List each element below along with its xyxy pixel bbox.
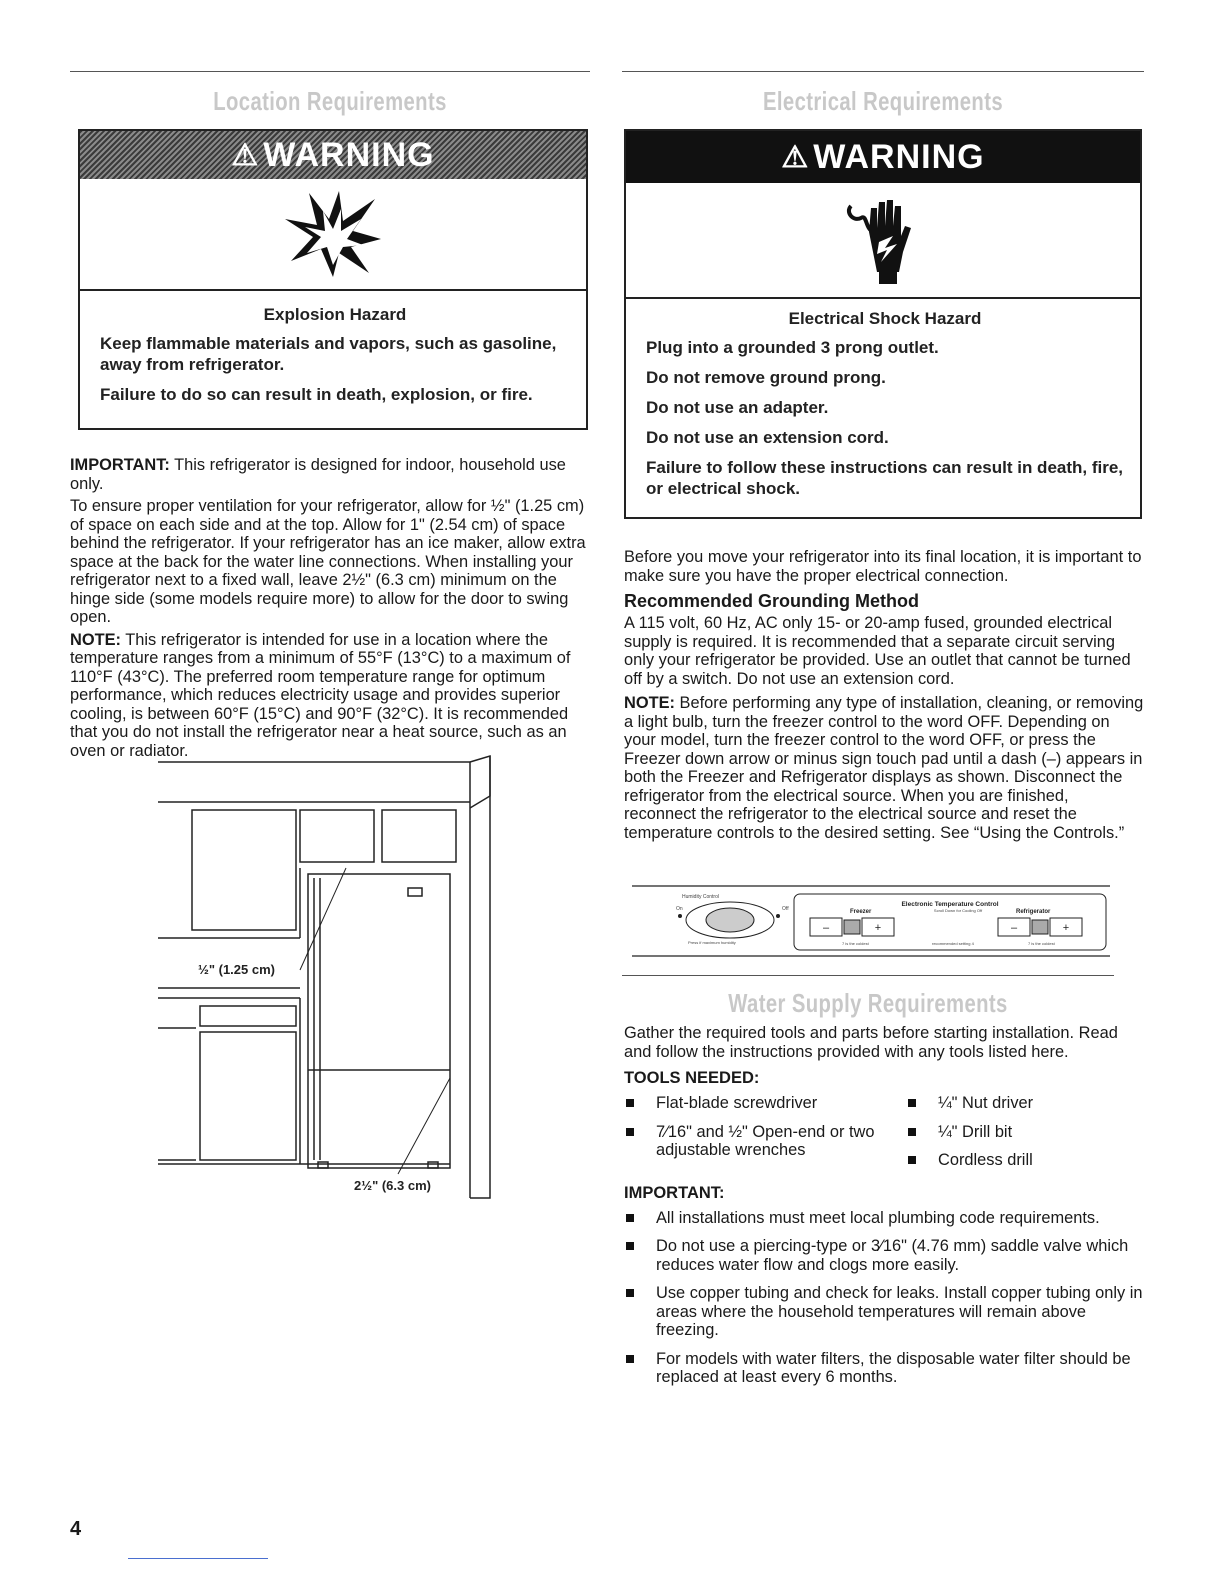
grounding-heading: Recommended Grounding Method xyxy=(624,591,919,611)
temperature-control-panel xyxy=(632,882,1116,962)
minus-symbol: – xyxy=(1010,922,1018,934)
footer-rule xyxy=(128,1558,268,1559)
ventilation-paragraph: To ensure proper ventilation for your refrigerator, allow for ½" (1.25 cm) of space on each side and at the top. Allow for 1" (2.54 cm) of space behind the refrigerator. If your refrigerator has an ice maker, allow extra space at the back for the water line connections. When installing your refrigerator next to a fixed wall, leave 2½" (6.3 cm) minimum on the hinge side (some models require more) to allow for the door to swing open. xyxy=(70,497,586,626)
shock-icon-area xyxy=(626,183,1140,299)
recommended-label: recommended setting 4 xyxy=(932,941,974,946)
list-item: Do not use a piercing-type or 3⁄16" (4.76 mm) saddle valve which reduces water flow and clogs more easily. xyxy=(624,1237,1144,1274)
humidity-slider-knob[interactable] xyxy=(706,908,754,932)
warning-triangle-icon: ⚠ xyxy=(781,140,810,174)
freezer-display xyxy=(844,920,860,934)
tools-list-right xyxy=(906,1094,1136,1180)
warning-line: Failure to follow these instructions can result in death, fire, or electrical shock. xyxy=(646,458,1124,498)
list-item: Cordless drill xyxy=(906,1151,1136,1170)
important-heading: IMPORTANT: xyxy=(624,1183,725,1202)
note-paragraph: NOTE: Before performing any type of installation, cleaning, or removing a light bulb, turn the freezer control to the word OFF. Depending on your model, turn the freezer control to the word OFF, or press the Freezer down arrow or minus sign touch pad until a dash (–) appears in both the Freezer and Refrigerator displays as shown. Disconnect the refrigerator from the electrical source. When you are finished, reconnect the refrigerator to the electrical source and reset the temperature controls to the desired setting. See “Using the Controls.” xyxy=(624,694,1144,842)
tools-heading: TOOLS NEEDED: xyxy=(624,1069,760,1087)
hazard-title: Electrical Shock Hazard xyxy=(788,309,982,328)
important-list xyxy=(624,1209,1144,1387)
tools-list xyxy=(624,1094,1144,1180)
refrigerator-label: Refrigerator xyxy=(1016,909,1051,915)
warning-line: Keep flammable materials and vapors, such as gasoline, away from refrigerator. xyxy=(100,334,557,374)
humidity-control-label: Humidity Control xyxy=(682,894,719,900)
explosion-icon xyxy=(283,189,383,279)
hinge-clearance-label: 2½" (6.3 cm) xyxy=(354,1178,431,1193)
page-number: 4 xyxy=(70,1518,82,1540)
refrigerator-display xyxy=(1032,920,1048,934)
shock-warning-box xyxy=(624,129,1142,519)
list-item: Flat-blade screwdriver xyxy=(624,1094,906,1113)
location-requirements-title: Location Requirements xyxy=(213,86,447,116)
humidity-off-label: Off xyxy=(782,906,789,912)
installation-clearance-diagram xyxy=(150,748,590,1208)
warning-line: Do not use an adapter. xyxy=(646,398,829,417)
minus-symbol: – xyxy=(822,922,830,934)
side-clearance-label: ½" (1.25 cm) xyxy=(198,962,275,977)
electrical-shock-icon xyxy=(843,192,923,288)
warning-triangle-icon: ⚠ xyxy=(231,138,260,172)
section-rule xyxy=(622,71,1144,72)
warning-line: Do not use an extension cord. xyxy=(646,428,889,447)
location-text-block xyxy=(70,456,588,764)
warning-body xyxy=(80,291,586,424)
warning-line: Plug into a grounded 3 prong outlet. xyxy=(646,338,939,357)
water-text-block xyxy=(624,1024,1144,1397)
list-item: ¼" Drill bit xyxy=(906,1123,1136,1142)
note-paragraph: NOTE: This refrigerator is intended for use in a location where the temperature ranges from a minimum of 55°F (13°C) to a maximum of 110°F (43°C). The preferred room temperature range for optimum performance, which reduces electricity usage and provides superior cooling, is between 60°F (15°C) and 90°F (32°C). It is recommended that you do not install the refrigerator near a heat source, such as an oven or radiator. xyxy=(70,630,571,760)
humidity-on-label: On xyxy=(676,906,683,912)
coldest-label: 7 is the coldest xyxy=(1028,941,1055,946)
plus-symbol: + xyxy=(1062,922,1070,934)
coldest-label: 7 is the coldest xyxy=(842,941,869,946)
tools-list-left xyxy=(624,1094,906,1180)
section-rule xyxy=(70,71,590,72)
section-rule xyxy=(622,975,1114,976)
freezer-label: Freezer xyxy=(850,909,872,915)
list-item: ¼" Nut driver xyxy=(906,1094,1136,1113)
control-title: Electronic Temperature Control xyxy=(901,901,999,908)
before-paragraph: Before you move your refrigerator into its final location, it is important to make sure you have the proper electrical connection. xyxy=(624,548,1142,585)
warning-header: ⚠ WARNING xyxy=(80,131,586,179)
water-intro-paragraph: Gather the required tools and parts before starting installation. Read and follow the instructions provided with any tools listed here. xyxy=(624,1024,1118,1061)
hazard-title: Explosion Hazard xyxy=(263,305,407,324)
water-supply-title: Water Supply Requirements xyxy=(728,988,1008,1018)
list-item: Use copper tubing and check for leaks. Install copper tubing only in areas where the household temperatures will remain above freezing. xyxy=(624,1284,1144,1340)
explosion-icon-area xyxy=(80,179,586,291)
list-item: All installations must meet local plumbing code requirements. xyxy=(624,1209,1144,1228)
electrical-requirements-title: Electrical Requirements xyxy=(762,86,1004,116)
warning-header: ⚠ WARNING xyxy=(626,131,1140,183)
scroll-label: Scroll Down for Cooling Off xyxy=(933,908,983,913)
important-paragraph: IMPORTANT: This refrigerator is designed for indoor, household use only. xyxy=(70,456,566,493)
warning-line: Do not remove ground prong. xyxy=(646,368,886,387)
electrical-text-block xyxy=(624,548,1144,846)
warning-body xyxy=(626,299,1140,518)
humidity-sub-label: Press if maximum humidity xyxy=(688,940,736,945)
plus-symbol: + xyxy=(874,922,882,934)
explosion-warning-box xyxy=(78,129,588,430)
warning-line: Failure to do so can result in death, explosion, or fire. xyxy=(100,385,533,404)
list-item: For models with water filters, the disposable water filter should be replaced at least every 6 months. xyxy=(624,1350,1144,1387)
list-item: 7⁄16" and ½" Open-end or two adjustable wrenches xyxy=(624,1123,906,1160)
grounding-paragraph: A 115 volt, 60 Hz, AC only 15- or 20-amp fused, grounded electrical supply is required. It is recommended that a separate circuit serving only your refrigerator be provided. Use an outlet that cannot be turned off by a switch. Do not use an extension cord. xyxy=(624,614,1131,688)
